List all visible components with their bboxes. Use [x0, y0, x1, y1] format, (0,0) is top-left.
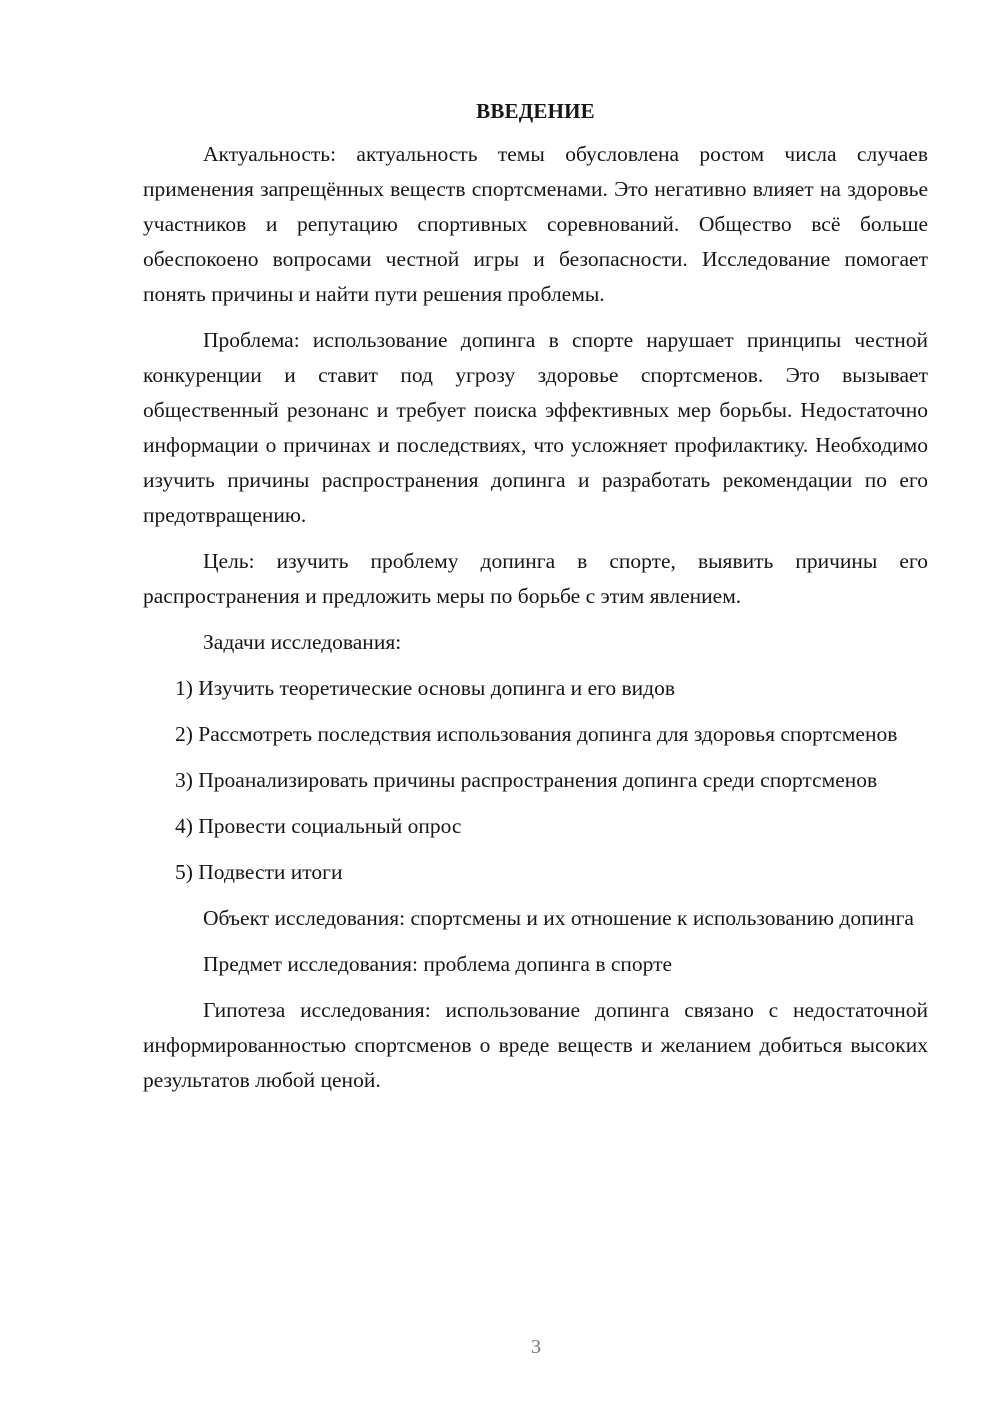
goal-paragraph: Цель: изучить проблему допинга в спорте, выявить причины его распространения и предложить меры по борьбе с этим явлением.: [143, 549, 928, 608]
tasks-list: [143, 671, 928, 890]
page-number: 3: [531, 1336, 541, 1358]
tasks-heading: Задачи исследования:: [203, 630, 402, 654]
task-item-2: 2) Рассмотреть последствия использования допинга для здоровья спортсменов: [175, 722, 898, 746]
problem-paragraph: Проблема: использование допинга в спорте нарушает принципы честной конкуренции и ставит под угрозу здоровье спортсменов. Это вызывает общественный резонанс и требует поиска эффективных мер борьбы. Недостаточно информации о причинах и последствиях, что усложняет профилактику. Необходимо изучить причины распространения допинга и разработать рекомендации по его предотвращению.: [143, 328, 928, 527]
relevance-paragraph: Актуальность: актуальность темы обусловлена ростом числа случаев применения запрещённых веществ спортсменами. Это негативно влияет на здоровье участников и репутацию спортивных соревнований. Общество всё больше обеспокоено вопросами честной игры и безопасности. Исследование помогает понять причины и найти пути решения проблемы.: [143, 142, 928, 306]
hypothesis-paragraph: Гипотеза исследования: использование допинга связано с недостаточной информированностью спортсменов о вреде веществ и желанием добиться высоких результатов любой ценой.: [143, 998, 928, 1092]
subject-paragraph: Предмет исследования: проблема допинга в спорте: [203, 952, 673, 976]
section-title: ВВЕДЕНИЕ: [476, 99, 595, 123]
task-item-1: 1) Изучить теоретические основы допинга и его видов: [175, 676, 676, 700]
task-item-3: 3) Проанализировать причины распространения допинга среди спортсменов: [175, 768, 878, 792]
object-paragraph: Объект исследования: спортсмены и их отношение к использованию допинга: [203, 906, 914, 930]
task-item-5: 5) Подвести итоги: [175, 860, 343, 884]
document-body: [143, 96, 928, 1109]
task-item-4: 4) Провести социальный опрос: [175, 814, 462, 838]
